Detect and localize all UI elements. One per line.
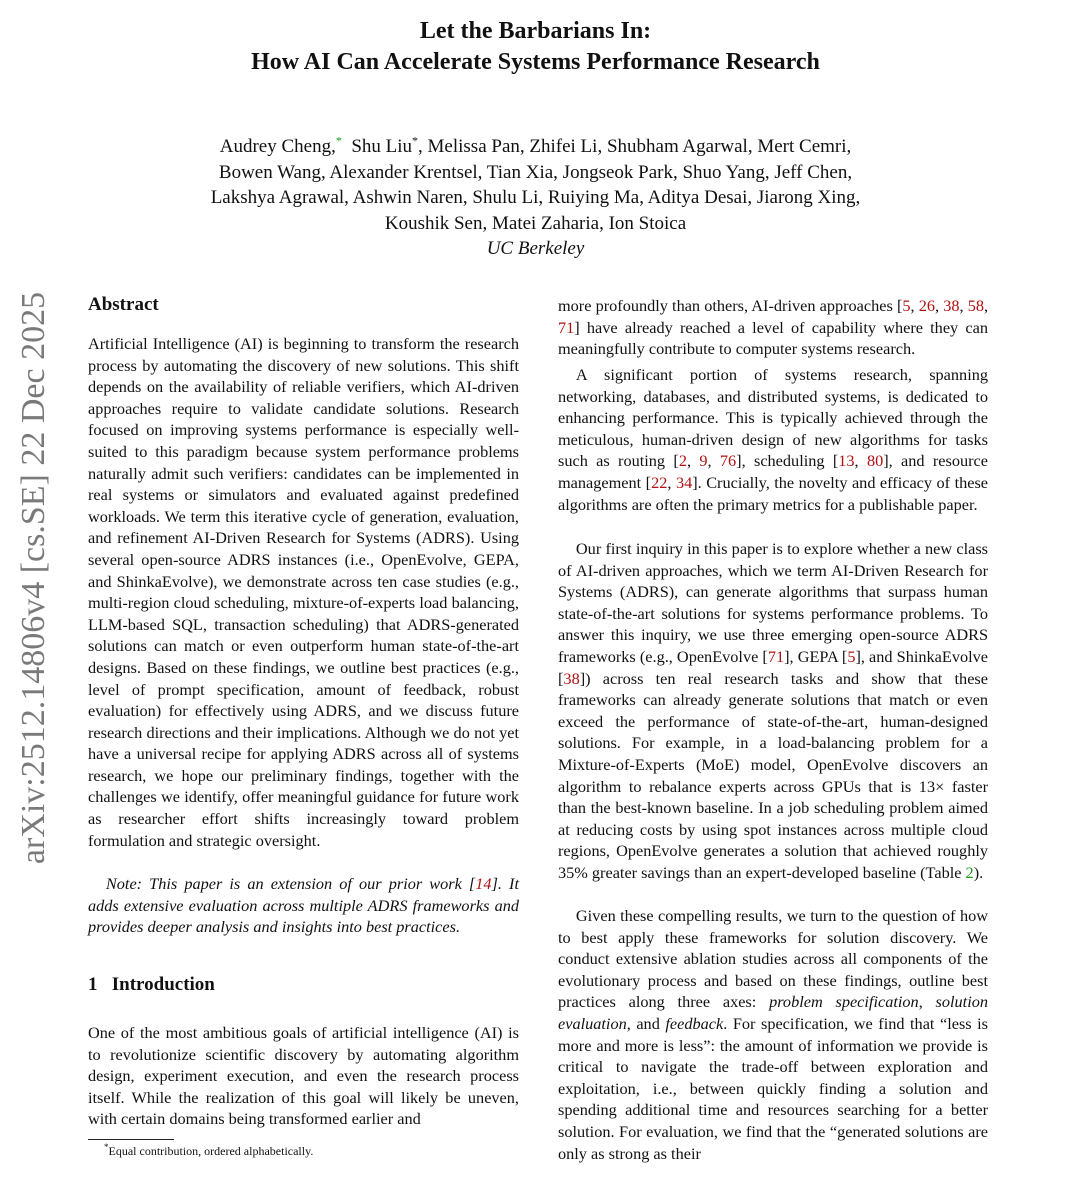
arxiv-identifier: arXiv:2512.14806v4 [cs.SE] 22 Dec 2025 xyxy=(15,291,52,865)
abstract-text: Artificial Intelligence (AI) is beginning to transform the research process by automating the discovery of new solutions. This shift depends on the availability of reliable verifiers, which AI-driven approaches require to validate candidate solutions. Research focused on improving systems performance is especially well-suited to this paradigm because system performance problems naturally admit such verifiers: candidates can be implemented in real systems or simulators and evaluated against predefined workloads. We term this iterative cycle of generation, evaluation, and refinement AI-Driven Research for Systems (ADRS). Using several open-source ADRS instances (i.e., OpenEvolve, GEPA, and ShinkaEvolve), we demonstrate across ten case studies (e.g., multi-region cloud scheduling, mixture-of-experts load balancing, LLM-based SQL, transaction scheduling) that ADRS-generated solutions can match or even outperform human state-of-the-art designs. Based on these findings, we outline best practices (e.g., level of prompt specification, amount of feedback, robust evaluation) for effectively using ADRS, and we discuss future research directions and their implications. Although we do not yet have a universal recipe for applying ADRS across all of systems research, we hope our preliminary findings, together with the challenges we identify, offer meaningful guidance for future work as researcher effort shifts increasingly toward problem formulation and strategic oversight. xyxy=(88,334,519,850)
p4-emph-problem-specification: problem specification xyxy=(769,992,919,1012)
p2-text-c: ], and resource management [ xyxy=(558,451,988,492)
affiliation: UC Berkeley xyxy=(486,238,585,259)
abstract-heading: Abstract xyxy=(88,294,159,315)
p4-text-c: , and xyxy=(626,1013,666,1033)
intro-paragraph-1-cont: more profoundly than others, AI-driven approaches [5, 26, 38, 58, 71] have already reached a level of capability where they can meaningfully contribute to computer systems research. xyxy=(558,296,989,359)
author-line-1 xyxy=(0,134,1071,160)
footnote-rule xyxy=(88,1139,174,1140)
citation-13[interactable]: 13 xyxy=(838,451,855,471)
footnote xyxy=(104,1143,313,1159)
citation-71[interactable]: 71 xyxy=(558,317,575,337)
intro-paragraph-1: One of the most ambitious goals of artificial intelligence (AI) is to revolutionize scientific discovery by automating algorithm design, experiment execution, and even the research process itself. While the realization of this goal will likely be uneven, with certain domains being transformed earlier and xyxy=(88,1023,519,1129)
p4-emph-feedback: feedback xyxy=(665,1013,724,1033)
citation-58[interactable]: 58 xyxy=(967,296,984,315)
footnote-mark: * xyxy=(104,1142,109,1152)
author-line-4: Koushik Sen, Matei Zaharia, Ion Stoica xyxy=(384,212,687,234)
citation-80[interactable]: 80 xyxy=(866,451,884,471)
paper-title xyxy=(0,16,1071,78)
p4-text-d: . For specification, we find that “less is more and more is less”: the amount of information we provide is critical to navigate the trade-off between exploration and exploitation, i.e., between quickly finding a solution and spending additional time and resources searching for a better solution. For evaluation, we find that the “generated solutions are only as strong as their xyxy=(558,1013,989,1163)
p4-text-b: , xyxy=(918,992,936,1012)
equal-contribution-mark-2: * xyxy=(412,133,419,148)
p1-text-a: more profoundly than others, AI-driven approaches [ xyxy=(558,296,903,315)
abstract-note xyxy=(88,873,519,938)
table-2-link[interactable]: 2 xyxy=(965,862,974,882)
intro-paragraph-2: A significant portion of systems research, spanning networking, databases, and distributed systems, is dedicated to enhancing performance. This is typically achieved through the meticulous, human-driven design of new algorithms for tasks such as routing [2, 9, 76], scheduling [13, 80], and resource management [22, 34]. Crucially, the novelty and efficacy of these algorithms are often the primary metrics for a publishable paper. xyxy=(558,365,989,514)
section-title: Introduction xyxy=(111,974,215,995)
p3-text-b: ], GEPA [ xyxy=(784,646,848,666)
note-text-a: Note: This paper is an extension of our prior work [ xyxy=(105,874,476,893)
title-line-2: How AI Can Accelerate Systems Performance Research xyxy=(251,49,820,75)
p2-text-d: ]. Crucially, the novelty and efficacy of these algorithms are often the primary metrics for a publishable paper. xyxy=(558,472,989,514)
p3-text-a: Our first inquiry in this paper is to explore whether a new class of AI-driven approaches, which we term AI-Driven Research for Systems (ADRS), can generate algorithms that surpass human state-of-the-art solutions for systems performance problems. To answer this inquiry, we use three emerging open-source ADRS frameworks (e.g., OpenEvolve [ xyxy=(558,539,988,666)
intro-paragraph-4 xyxy=(558,905,988,1164)
author-liu: Shu Liu xyxy=(351,136,413,157)
author-block xyxy=(0,134,1071,262)
author-line-3: Lakshya Agrawal, Ashwin Naren, Shulu Li, Ruiying Ma, Aditya Desai, Jiarong Xing, xyxy=(210,187,861,208)
citation-71b[interactable]: 71 xyxy=(767,646,785,666)
citation-2[interactable]: 2 xyxy=(678,451,687,471)
note-text-b: ]. It adds extensive evaluation across multiple ADRS frameworks and provides deeper analysis and insights into best practices. xyxy=(88,874,519,937)
introduction-heading xyxy=(88,973,215,997)
p1-text-b: ] have already reached a level of capability where they can meaningfully contribute to computer systems research. xyxy=(558,317,988,359)
citation-22[interactable]: 22 xyxy=(651,472,668,492)
p2-text-b: ], scheduling [ xyxy=(736,451,839,471)
p3-text-c: ], and ShinkaEvolve [ xyxy=(558,646,988,688)
p3-text-e: ). xyxy=(973,862,984,882)
citation-14[interactable]: 14 xyxy=(475,874,492,893)
citation-76[interactable]: 76 xyxy=(719,451,737,471)
footnote-text: Equal contribution, ordered alphabetically. xyxy=(108,1144,314,1158)
section-number: 1 xyxy=(88,974,98,995)
title-line-1: Let the Barbarians In: xyxy=(419,18,652,44)
citation-9[interactable]: 9 xyxy=(699,451,708,471)
p4-emph-solution-evaluation: solution evaluation xyxy=(558,992,989,1033)
citation-5b[interactable]: 5 xyxy=(847,646,856,666)
citation-38[interactable]: 38 xyxy=(943,296,960,315)
author-line-1-rest: , Melissa Pan, Zhifei Li, Shubham Agarwal, Mert Cemri, xyxy=(418,136,852,157)
citation-26[interactable]: 26 xyxy=(918,296,935,315)
equal-contribution-mark-1[interactable]: * xyxy=(335,133,342,148)
citation-38b[interactable]: 38 xyxy=(563,668,580,688)
author-cheng: Audrey Cheng, xyxy=(219,136,336,157)
citation-34[interactable]: 34 xyxy=(675,472,693,492)
p2-text-a: A significant portion of systems research, spanning networking, databases, and distributed systems, is dedicated to enhancing performance. This is typically achieved through the meticulous, human-driven design of new algorithms for tasks such as routing [ xyxy=(558,365,988,471)
author-line-2: Bowen Wang, Alexander Krentsel, Tian Xia, Jongseok Park, Shuo Yang, Jeff Chen, xyxy=(218,161,853,183)
p3-text-d: ]) across ten real research tasks and show that these frameworks can already generate solutions that match or even exceed the performance of state-of-the-art, human-designed solutions. For example, in a load-balancing problem for a Mixture-of-Experts (MoE) model, OpenEvolve discovers an algorithm to rebalance experts across GPUs that is 13× faster than the best-known baseline. In a job scheduling problem aimed at reducing costs by using spot instances across multiple cloud regions, OpenEvolve generates a solution that achieved roughly 35% greater savings than an expert-developed baseline (Table xyxy=(558,668,988,882)
citation-5[interactable]: 5 xyxy=(902,296,911,315)
p4-text-a: Given these compelling results, we turn to the question of how to best apply these frameworks for solution discovery. We conduct extensive ablation studies across all components of the evolutionary process and based on these findings, outline best practices along three axes: xyxy=(558,906,988,1012)
intro-paragraph-3 xyxy=(558,538,988,884)
